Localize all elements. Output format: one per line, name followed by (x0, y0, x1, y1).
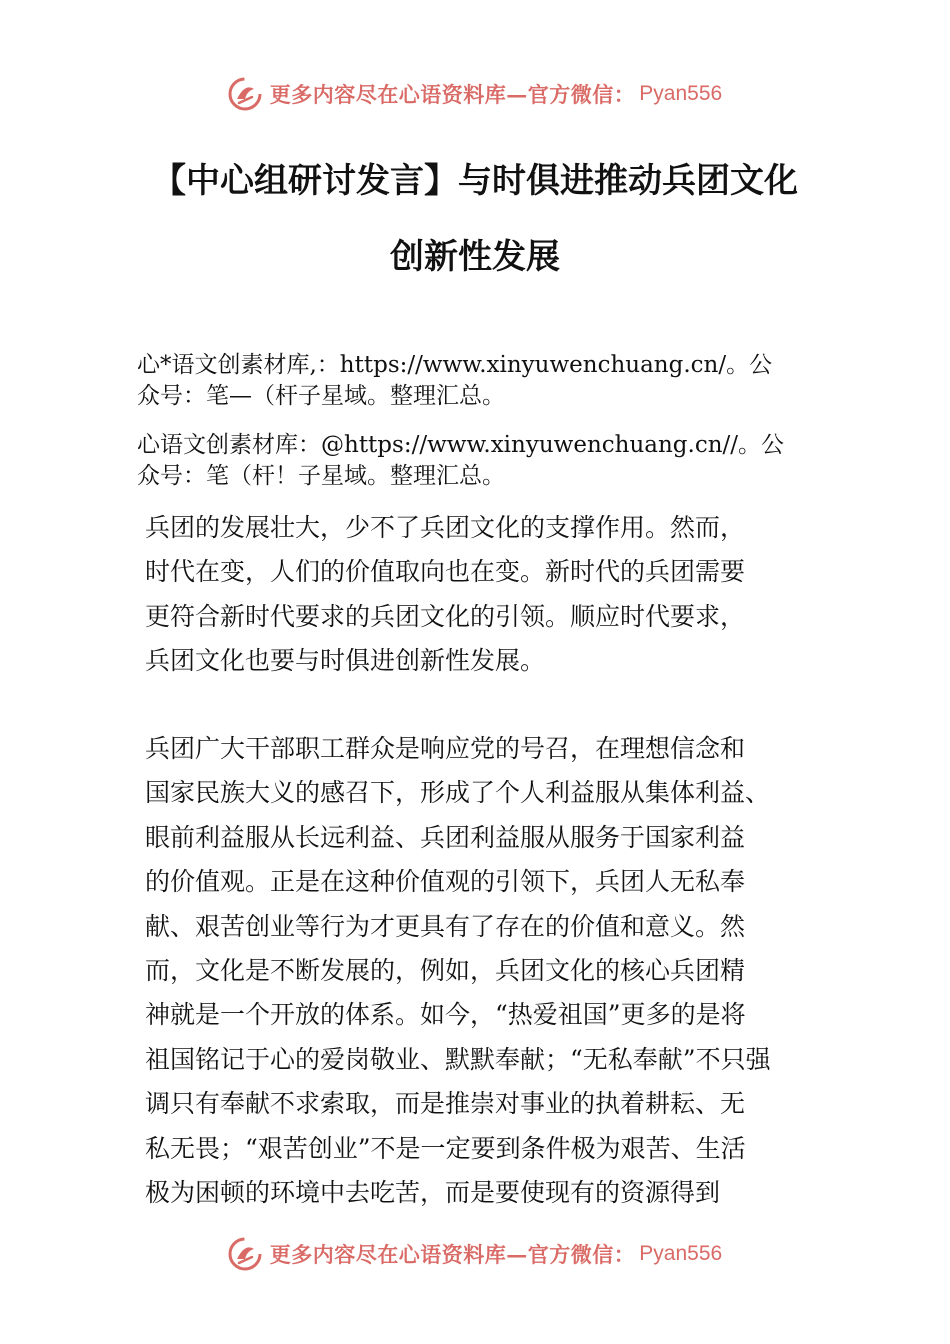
source-note-2 (137, 430, 857, 492)
paragraph-line: 极为困顿的环境中去吃苦，而是要使现有的资源得到 (145, 1178, 721, 1208)
header-watermark (0, 74, 950, 114)
paragraph-line: 眼前利益服从长远利益、兵团利益服从服务于国家利益 (145, 822, 746, 852)
paragraph-line: 兵团文化也要与时俱进创新性发展。 (145, 646, 546, 676)
paragraph-line: 时代在变，人们的价值取向也在变。新时代的兵团需要 (145, 557, 746, 587)
swirl-logo-icon (228, 77, 262, 111)
body-paragraph-1 (145, 506, 825, 684)
paragraph-line: 兵团的发展壮大，少不了兵团文化的支撑作用。然而， (145, 513, 746, 542)
paragraph-line: 献、艰苦创业等行为才更具有了存在的价值和意义。然 (145, 911, 746, 941)
body-paragraph-2 (145, 727, 825, 1215)
paragraph-line: 的价值观。正是在这种价值观的引领下，兵团人无私奉 (145, 867, 746, 897)
paragraph-line: 更符合新时代要求的兵团文化的引领。顺应时代要求， (145, 601, 746, 631)
paragraph-line: 兵团广大干部职工群众是响应党的号召，在理想信念和 (145, 734, 746, 763)
source-note-line: 心*语文创素材库,：https://www.xinyuwenchuang.cn/。公 (137, 352, 773, 378)
source-note-line: 心语文创素材库：@https://www.xinyuwenchuang.cn//。公 (137, 432, 785, 458)
paragraph-line: 国家民族大义的感召下，形成了个人利益服从集体利益、 (145, 778, 771, 808)
watermark-text: 更多内容尽在心语资料库—官方微信： (269, 1242, 636, 1267)
page-title-line-1: 【中心组研讨发言】与时俱进推动兵团文化 (152, 161, 798, 201)
watermark-wechat-id: Pyan556 (639, 1242, 723, 1265)
paragraph-line: 私无畏；“艰苦创业”不是一定要到条件极为艰苦、生活 (145, 1133, 746, 1163)
swirl-logo-icon (228, 1237, 262, 1271)
paragraph-line: 而，文化是不断发展的，例如，兵团文化的核心兵团精 (145, 956, 746, 986)
source-note-line: 众号：笔（杆！子星域。整理汇总。 (137, 463, 505, 489)
page-title-line-2: 创新性发展 (390, 237, 560, 277)
paragraph-line: 祖国铭记于心的爱岗敬业、默默奉献；“无私奉献”不只强 (145, 1044, 771, 1074)
watermark-text: 更多内容尽在心语资料库—官方微信： (269, 82, 636, 107)
source-note-line: 众号：笔—（杆子星域。整理汇总。 (137, 383, 505, 409)
footer-watermark (0, 1234, 950, 1274)
watermark-wechat-id: Pyan556 (639, 82, 723, 105)
source-note-1 (137, 350, 857, 412)
paragraph-line: 调只有奉献不求索取，而是推崇对事业的执着耕耘、无 (145, 1089, 746, 1119)
paragraph-line: 神就是一个开放的体系。如今，“热爱祖国”更多的是将 (145, 1000, 746, 1030)
